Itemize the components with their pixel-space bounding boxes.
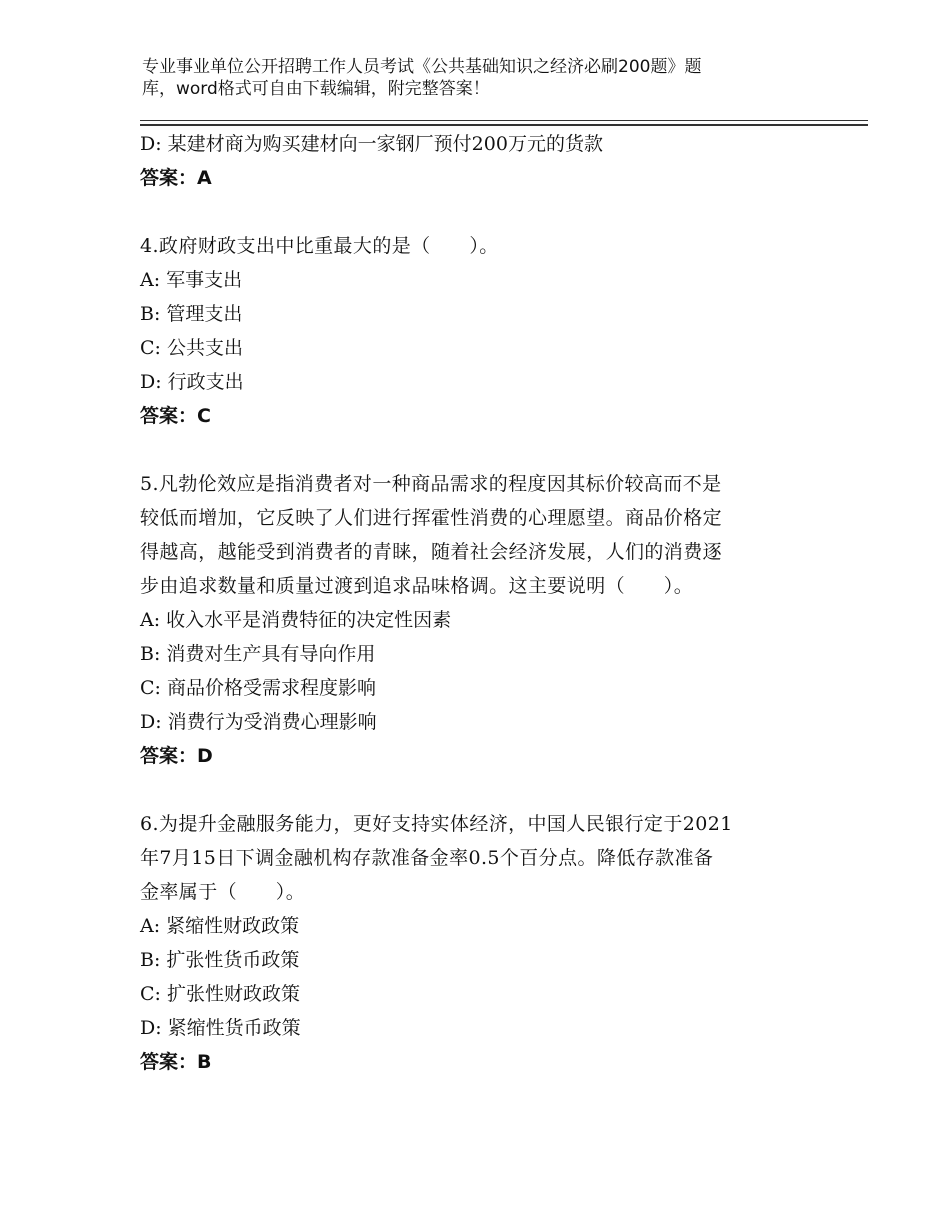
question-text: 较低而增加，它反映了人们进行挥霍性消费的心理愿望。商品价格定 — [140, 507, 723, 529]
document-body — [140, 127, 820, 1079]
question-6 — [140, 807, 820, 1079]
question-text: 得越高，越能受到消费者的青睐，随着社会经济发展，人们的消费逐 — [140, 541, 723, 563]
question-text: 5.凡勃伦效应是指消费者对一种商品需求的程度因其标价较高而不是 — [140, 473, 722, 495]
question-text: 6.为提升金融服务能力，更好支持实体经济，中国人民银行定于2021 — [140, 813, 733, 835]
question-text: 金率属于（ ）。 — [140, 881, 306, 903]
header-line-2: 库，word格式可自由下载编辑，附完整答案！ — [142, 79, 490, 99]
prev-answer: 答案：A — [140, 167, 212, 189]
spacer — [140, 773, 820, 807]
document-header — [142, 56, 782, 100]
question-5 — [140, 467, 820, 773]
question-4 — [140, 229, 820, 433]
option-b: B: 扩张性货币政策 — [140, 949, 300, 971]
question-text: 4.政府财政支出中比重最大的是（ ）。 — [140, 235, 499, 257]
option-a: A: 紧缩性财政政策 — [140, 915, 300, 937]
header-rule-thick — [140, 124, 868, 126]
answer: 答案：C — [140, 405, 211, 427]
header-line-1: 专业事业单位公开招聘工作人员考试《公共基础知识之经济必刷200题》题 — [142, 57, 702, 77]
option-d: D: 行政支出 — [140, 371, 244, 393]
answer: 答案：D — [140, 745, 213, 767]
answer: 答案：B — [140, 1051, 212, 1073]
option-c: C: 扩张性财政政策 — [140, 983, 300, 1005]
prev-option-d: D: 某建材商为购买建材向一家钢厂预付200万元的货款 — [140, 133, 603, 155]
spacer — [140, 433, 820, 467]
header-rule-thin — [140, 120, 868, 121]
option-b: B: 管理支出 — [140, 303, 243, 325]
option-d: D: 消费行为受消费心理影响 — [140, 711, 377, 733]
option-c: C: 公共支出 — [140, 337, 243, 359]
option-a: A: 收入水平是消费特征的决定性因素 — [140, 609, 452, 631]
option-a: A: 军事支出 — [140, 269, 243, 291]
question-text: 年7月15日下调金融机构存款准备金率0.5个百分点。降低存款准备 — [140, 847, 714, 869]
spacer — [140, 195, 820, 229]
option-b: B: 消费对生产具有导向作用 — [140, 643, 376, 665]
option-c: C: 商品价格受需求程度影响 — [140, 677, 376, 699]
option-d: D: 紧缩性货币政策 — [140, 1017, 301, 1039]
question-text: 步由追求数量和质量过渡到追求品味格调。这主要说明（ ）。 — [140, 575, 694, 597]
